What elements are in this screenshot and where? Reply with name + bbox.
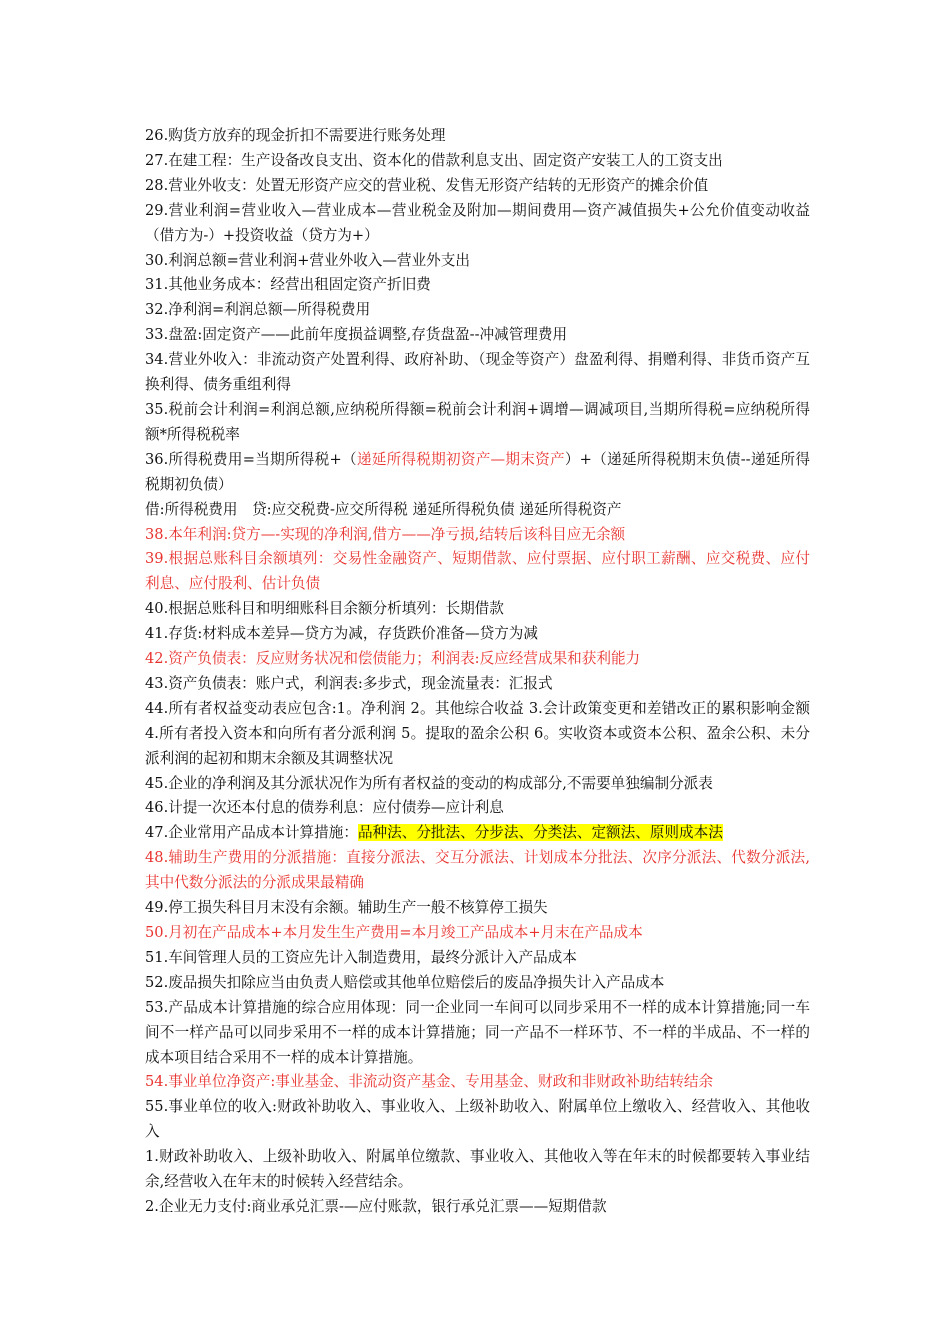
item-46: 46.计提一次还本付息的债券利息：应付债券—应计利息 (145, 799, 504, 817)
item-sub-1: 1.财政补助收入、上级补助收入、附属单位缴款、事业收入、其他收入等在年末的时候都要转入事业结余,经营收入在年末的时候转入经营结余。 (145, 1148, 810, 1191)
item-43: 43.资产负债表：账户式，利润表:多步式，现金流量表：汇报式 (145, 674, 553, 692)
item-38: 38.本年利润:贷方—-实现的净利润,借方——净亏损,结转后该科目应无余额 (145, 525, 626, 543)
item-33: 33.盘盈:固定资产——此前年度损益调整,存货盘盈--冲减管理费用 (145, 326, 568, 344)
item-44: 44.所有者权益变动表应包含:1。净利润 2。其他综合收益 3.会计政策变更和差错改正的累积影响金额 4.所有者投入资本和向所有者分派利润 5。提取的盈余公积 6。实收资本或资本公积、盈余公积、未分派利润的起初和期末余额及其调整状况 (145, 699, 810, 767)
item-28: 28.营业外收支：处置无形资产应交的营业税、发售无形资产结转的无形资产的摊余价值 (145, 176, 709, 194)
item-54: 54.事业单位净资产:事业基金、非流动资产基金、专用基金、财政和非财政补助结转结余 (145, 1073, 714, 1091)
item-47-highlight: 品种法、分批法、分步法、分类法、定额法、原则成本法 (357, 824, 723, 842)
item-41: 41.存货:材料成本差异—贷方为减，存货跌价准备—贷方为减 (145, 625, 538, 643)
item-30: 30.利润总额=营业利润+营业外收入—营业外支出 (145, 251, 470, 269)
item-27: 27.在建工程：生产设备改良支出、资本化的借款利息支出、固定资产安装工人的工资支出 (145, 151, 723, 169)
item-55: 55.事业单位的收入:财政补助收入、事业收入、上级补助收入、附属单位上缴收入、经营收入、其他收入 (145, 1098, 810, 1141)
item-sub-2: 2.企业无力支付:商业承兑汇票-—应付账款，银行承兑汇票——短期借款 (145, 1197, 607, 1215)
item-26: 26.购货方放弃的现金折扣不需要进行账务处理 (145, 127, 446, 144)
item-36-pre: 36.所得税费用=当期所得税+（ (145, 450, 357, 468)
item-49: 49.停工损失科目月末没有余额。辅助生产一般不核算停工损失 (145, 899, 548, 917)
item-51: 51.车间管理人员的工资应先计入制造费用，最终分派计入产品成本 (145, 948, 577, 966)
item-29: 29.营业利润=营业收入—营业成本—营业税金及附加—期间费用—资产减值损失+公允价值变动收益（借方为-）+投资收益（贷方为+） (145, 201, 810, 244)
item-34: 34.营业外收入：非流动资产处置利得、政府补助、（现金等资产）盘盈利得、捐赠利得、非货币资产互换利得、债务重组利得 (145, 351, 810, 394)
item-35: 35.税前会计利润=利润总额,应纳税所得额=税前会计利润+调增—调减项目,当期所得税=应纳税所得额*所得税税率 (145, 400, 810, 443)
item-47-pre: 47.企业常用产品成本计算措施： (145, 824, 358, 842)
item-39: 39.根据总账科目余额填列：交易性金融资产、短期借款、应付票据、应付职工薪酬、应交税费、应付利息、应付股利、估计负债 (145, 550, 810, 593)
item-36-red: 递延所得税期初资产—期末资产 (356, 450, 565, 468)
document-body (145, 124, 810, 1220)
item-52: 52.废品损失扣除应当由负责人赔偿或其他单位赔偿后的废品净损失计入产品成本 (145, 973, 665, 991)
item-32: 32.净利润=利润总额—所得税费用 (145, 301, 371, 319)
item-48: 48.辅助生产费用的分派措施：直接分派法、交互分派法、计划成本分批法、次序分派法、代数分派法,其中代数分派法的分派成果最精确 (145, 849, 810, 892)
item-42: 42.资产负债表：反应财务状况和偿债能力；利润表:反应经营成果和获利能力 (145, 650, 641, 668)
item-40: 40.根据总账科目和明细账科目余额分析填列：长期借款 (145, 600, 504, 618)
item-53: 53.产品成本计算措施的综合应用体现：同一企业同一车间可以同步采用不一样的成本计算措施;同一车间不一样产品可以同步采用不一样的成本计算措施；同一产品不一样环节、不一样的半成品、不一样的成本项目结合采用不一样的成本计算措施。 (145, 998, 810, 1066)
item-36 (145, 448, 810, 498)
item-45: 45.企业的净利润及其分派状况作为所有者权益的变动的构成部分,不需要单独编制分派表 (145, 774, 713, 792)
item-31: 31.其他业务成本：经营出租固定资产折旧费 (145, 276, 431, 294)
item-journal-entry: 借:所得税费用 贷:应交税费-应交所得税 递延所得税负债 递延所得税资产 (145, 500, 622, 518)
item-50: 50.月初在产品成本+本月发生生产费用=本月竣工产品成本+月末在产品成本 (145, 924, 643, 941)
item-36-post: ）+（递延所得税期末负债--递延所得税期初负债） (145, 450, 810, 493)
item-47 (145, 821, 810, 846)
